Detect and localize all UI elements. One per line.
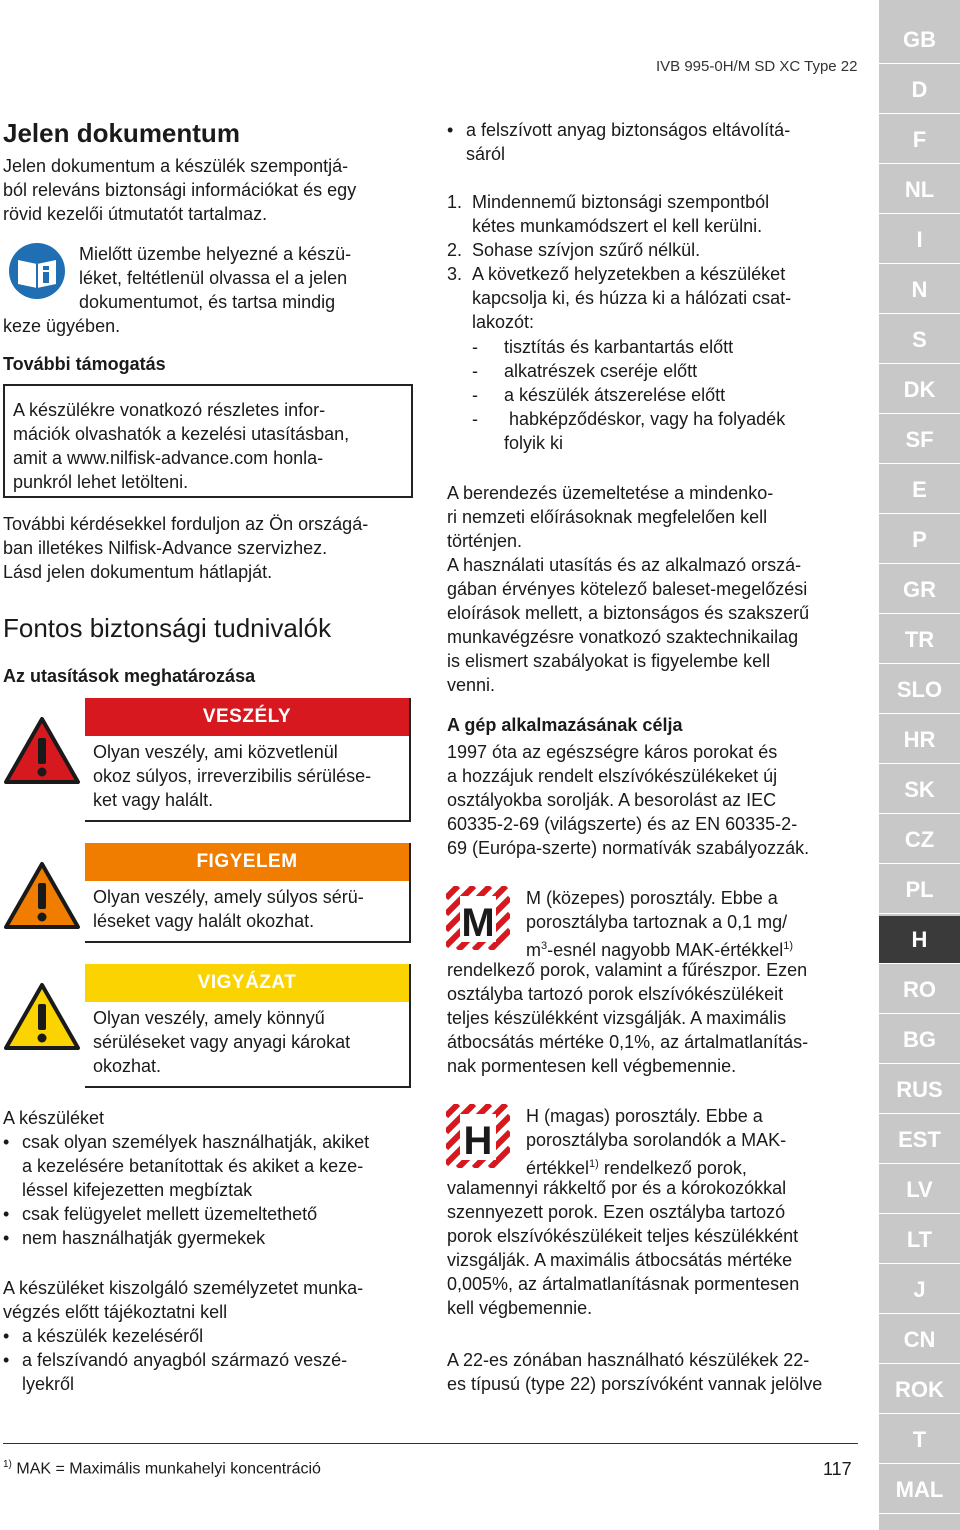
language-tab-lv[interactable]: LV (879, 1166, 960, 1214)
h-class-text-rest (447, 1176, 867, 1320)
questions-line: ban illetékes Nilfisk-Advance szervizhez. (3, 538, 328, 558)
language-tab-gb[interactable]: GB (879, 16, 960, 64)
h-class-line3: értékkel$^{1)}$ rendelkező porok, (526, 1158, 747, 1178)
language-tab-slo[interactable]: SLO (879, 666, 960, 714)
section-title-document: Jelen dokumentum (3, 118, 240, 148)
safety-title: Fontos biztonsági tudnivalók (3, 613, 332, 643)
language-tab-bg[interactable]: BG (879, 1016, 960, 1064)
device-intro: A készüléket (3, 1108, 105, 1128)
right-bullet (447, 118, 867, 166)
regulations-line: munkavégzésre vonatkozó szaktechnikailag (447, 627, 799, 647)
regulations-line: venni. (447, 675, 496, 695)
language-tab-pl[interactable]: PL (879, 866, 960, 914)
warning-triangle-icon (3, 861, 81, 931)
intro-line: rövid kezelői útmutatót tartalmaz. (3, 204, 268, 224)
h-class-text-top (526, 1104, 866, 1180)
language-tab-gr[interactable]: GR (879, 566, 960, 614)
m-class-text-rest (447, 958, 867, 1078)
language-tab-rok[interactable]: ROK (879, 1366, 960, 1414)
language-tab-n[interactable]: N (879, 266, 960, 314)
support-info-box (3, 384, 413, 498)
questions-line: Lásd jelen dokumentum hátlapját. (3, 562, 273, 582)
m-class-line: teljes készülékként vizsgálják. A maximális (447, 1008, 787, 1028)
h-class-line: porok elszívókészülékeit teljes készülékként (447, 1226, 799, 1246)
staff-intro-line: A készüléket kiszolgáló személyzetet munka- (3, 1278, 364, 1298)
language-sidebar (879, 0, 960, 1530)
h-class-line: vizsgálják. A maximális átbocsátás mértéke (447, 1250, 793, 1270)
purpose-line: 1997 óta az egészségre káros porokat és (447, 742, 778, 762)
notice-line: léket, feltétlenül olvassa el a jelen (79, 268, 348, 288)
m-class-line: osztályba tartozó porok elszívókészülékeit (447, 984, 784, 1004)
device-bullet-item: • csak olyan személyek használhatják, akiket a kezelésére betanítottak és akiket a keze- léssel kifejezetten megbíztak (3, 1130, 423, 1202)
language-tab-cn[interactable]: CN (879, 1316, 960, 1364)
language-tab-est[interactable]: EST (879, 1116, 960, 1164)
staff-bullet-item: • a készülék kezeléséről (3, 1324, 423, 1348)
m-class-line2: porosztályba tartoznak a 0,1 mg/ (526, 912, 788, 932)
language-tab-lt[interactable]: LT (879, 1216, 960, 1264)
support-line: punkról lehet letölteni. (13, 472, 189, 492)
h-class-line: szennyezett porok. Ezen osztályba tartozó (447, 1202, 786, 1222)
page-number: 117 (823, 1459, 852, 1479)
intro-line: Jelen dokumentum a készülék szempontjá- (3, 156, 349, 176)
h-class-line: 0,005%, az ártalmatlanításnak pormentesen (447, 1274, 800, 1294)
warning-caution (3, 964, 411, 1088)
purpose-paragraph (447, 740, 867, 860)
numbered-list (447, 190, 867, 334)
m-class-line: átbocsátás mértéke 0,1%, az ártalmatlanítás- (447, 1032, 809, 1052)
language-tab-s[interactable]: S (879, 316, 960, 364)
language-tab-i[interactable]: I (879, 216, 960, 264)
m-class-line: rendelkező porok, valamint a fűrészpor. Ezen (447, 960, 808, 980)
numbered-item: 1. Mindennemű biztonsági szempontból kétes munkamódszert el kell kerülni. (447, 192, 770, 236)
support-heading: További támogatás (3, 354, 166, 374)
regulations-paragraph (447, 481, 867, 697)
regulations-line: is elismert szabályokat is figyelembe kell (447, 651, 771, 671)
language-tab-cz[interactable]: CZ (879, 816, 960, 864)
staff-intro (3, 1276, 423, 1324)
warning-text: Olyan veszély, amely súlyos sérü- léseket vagy halált okozhat. (93, 887, 364, 931)
dash-item: - alkatrészek cseréje előtt (472, 361, 698, 381)
m-class-label-icon (446, 886, 510, 950)
zone-paragraph (447, 1348, 867, 1396)
language-tab-h[interactable]: H (879, 916, 960, 964)
numbered-item: 2. Sohase szívjon szűrő nélkül. (447, 240, 701, 260)
questions-paragraph (3, 512, 423, 584)
dash-item: - a készülék átszerelése előtt (472, 385, 726, 405)
support-line: A készülékre vonatkozó részletes infor- (13, 400, 326, 420)
dash-list (472, 335, 872, 455)
numbered-item: 3. A következő helyzetekben a készüléket kapcsolja ki, és húzza ki a hálózati csat- lakozót: (447, 264, 792, 332)
dash-item: - habképződéskor, vagy ha folyadék folyik ki (472, 409, 786, 453)
definitions-heading: Az utasítások meghatározása (3, 666, 256, 686)
language-tab-mal[interactable]: MAL (879, 1466, 960, 1514)
language-tab-dk[interactable]: DK (879, 366, 960, 414)
warning-label: VIGYÁZAT (85, 964, 409, 1002)
h-class-label-icon (446, 1104, 510, 1168)
footnote (3, 1453, 321, 1481)
footnote-mark: 1) (3, 1459, 12, 1470)
regulations-line: A használati utasítás és az alkalmazó orszá- (447, 555, 802, 575)
staff-bullet-item: • a felszívandó anyagból származó veszé- lyekről (3, 1348, 423, 1396)
warning-triangle-icon (3, 982, 81, 1052)
h-class-line1: H (magas) porosztály. Ebbe a (526, 1106, 763, 1126)
info-book-icon (8, 242, 66, 300)
m-class-line3: $m^3$-esnél nagyobb MAK-értékkel$^{1)}$ (526, 940, 794, 960)
purpose-line: 60335-2-69 (világszerte) és az EN 60335-2- (447, 814, 798, 834)
language-tab-ro[interactable]: RO (879, 966, 960, 1014)
zone-line: A 22-es zónában használható készülékek 22- (447, 1350, 810, 1370)
m-class-line1: M (közepes) porosztály. Ebbe a (526, 888, 778, 908)
language-tab-sk[interactable]: SK (879, 766, 960, 814)
footnote-rule (3, 1443, 858, 1444)
support-line: mációk olvashatók a kezelési utasításban, (13, 424, 350, 444)
h-class-line2: porosztályba sorolandók a MAK- (526, 1130, 787, 1150)
warning-warning (3, 843, 411, 943)
language-tab-f[interactable]: F (879, 116, 960, 164)
language-tab-e[interactable]: E (879, 466, 960, 514)
language-tab-j[interactable]: J (879, 1266, 960, 1314)
regulations-line: ri nemzeti előírásoknak megfelelően kell (447, 507, 768, 527)
warning-danger (3, 698, 411, 822)
zone-line: es típusú (type 22) porszívóként vannak jelölve (447, 1374, 823, 1394)
support-line: amit a www.nilfisk-advance.com honla- (13, 448, 324, 468)
staff-intro-line: végzés előtt tájékoztatni kell (3, 1302, 228, 1322)
purpose-line: osztályokba sorolják. A besorolást az IEC (447, 790, 777, 810)
h-class-line: kell végbemennie. (447, 1298, 593, 1318)
notice-text-last: keze ügyében. (3, 316, 121, 336)
notice-line: dokumentumot, és tartsa mindig (79, 292, 336, 312)
device-bullet-item: • csak felügyelet mellett üzemeltethető (3, 1202, 423, 1226)
m-class-text-top (526, 886, 866, 962)
language-tab-hr[interactable]: HR (879, 716, 960, 764)
regulations-line: gában érvényes kötelező baleset-megelőzési (447, 579, 808, 599)
language-tab-tr[interactable]: TR (879, 616, 960, 664)
staff-bullet-list (3, 1324, 423, 1396)
regulations-line: eloírások mellett, a biztonságos és szakszerű (447, 603, 810, 623)
footnote-text: MAK = Maximális munkahelyi koncentráció (16, 1460, 321, 1478)
warning-text: Olyan veszély, amely könnyű sérüléseket vagy anyagi károkat okozhat. (93, 1008, 351, 1076)
document-model-header: IVB 995-0H/M SD XC Type 22 (656, 58, 858, 75)
language-tab-rus[interactable]: RUS (879, 1066, 960, 1114)
regulations-line: A berendezés üzemeltetése a mindenko- (447, 483, 774, 503)
language-tab-sf[interactable]: SF (879, 416, 960, 464)
h-class-line: valamennyi rákkeltő por és a kórokozókkal (447, 1178, 787, 1198)
regulations-line: történjen. (447, 531, 523, 551)
purpose-heading: A gép alkalmazásának célja (447, 715, 683, 735)
device-bullet-item: • nem használhatják gyermekek (3, 1226, 423, 1250)
notice-line: Mielőtt üzembe helyezné a készü- (79, 244, 352, 264)
language-tab-p[interactable]: P (879, 516, 960, 564)
warning-text: Olyan veszély, ami közvetlenül okoz súlyos, irreverzibilis sérülése- ket vagy halált. (93, 742, 372, 810)
intro-line: ból releváns biztonsági információkat és egy (3, 180, 357, 200)
language-tab-d[interactable]: D (879, 66, 960, 114)
language-tab-nl[interactable]: NL (879, 166, 960, 214)
intro-paragraph (3, 154, 403, 226)
questions-line: További kérdésekkel forduljon az Ön országá- (3, 514, 369, 534)
h-class-letter: H (463, 1119, 493, 1163)
language-tab-t[interactable]: T (879, 1416, 960, 1464)
warning-label: VESZÉLY (85, 698, 409, 736)
purpose-line: 69 (Európa-szerte) normatívák szabályozzák. (447, 838, 810, 858)
dash-item: - tisztítás és karbantartás előtt (472, 337, 734, 357)
warning-triangle-icon (3, 716, 81, 786)
notice-text (79, 242, 409, 314)
warning-label: FIGYELEM (85, 843, 409, 881)
device-bullet-list (3, 1130, 423, 1250)
m-class-line: nak pormentesen kell végbemennie. (447, 1056, 737, 1076)
m-class-letter: M (461, 901, 495, 945)
right-bullet-item: • a felszívott anyag biztonságos eltávolítá- sáról (447, 118, 867, 166)
purpose-line: a hozzájuk rendelt elszívókészülékeket új (447, 766, 778, 786)
